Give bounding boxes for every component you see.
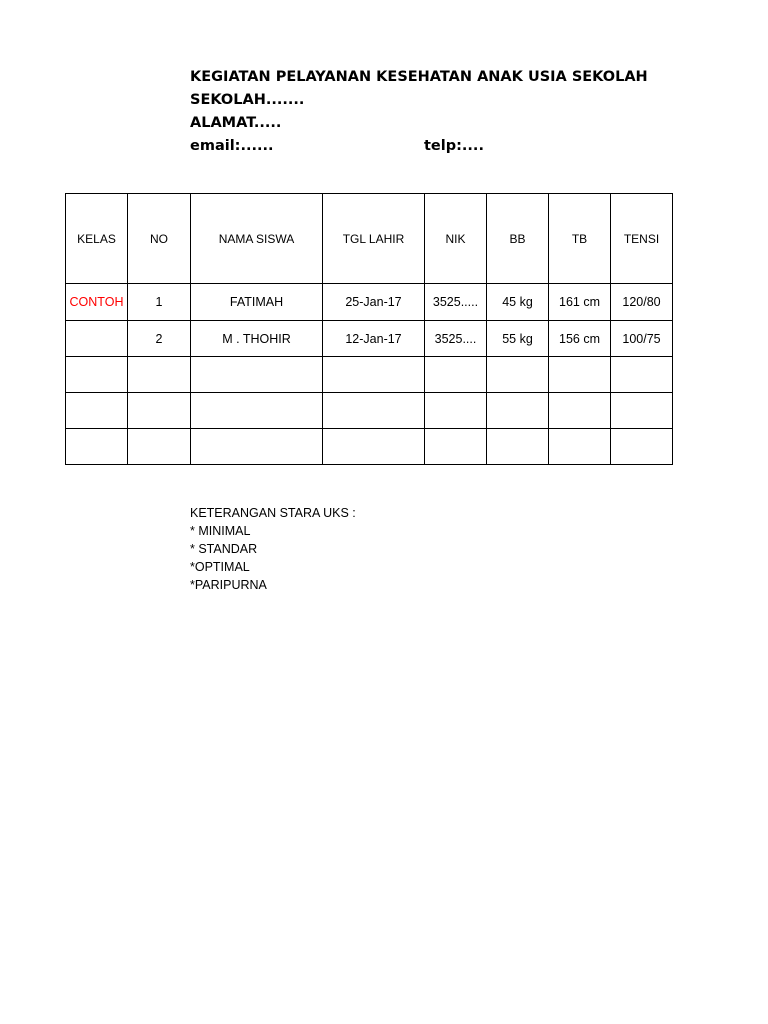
empty-cell bbox=[323, 429, 425, 465]
empty-cell bbox=[549, 357, 611, 393]
contact-line bbox=[190, 135, 710, 158]
nama-siswa-cell: FATIMAH bbox=[191, 284, 323, 321]
empty-cell bbox=[66, 429, 128, 465]
empty-cell bbox=[191, 357, 323, 393]
table-row bbox=[66, 284, 673, 321]
document-header bbox=[190, 66, 710, 158]
tgl-lahir-cell: 12-Jan-17 bbox=[323, 321, 425, 357]
notes-item: *OPTIMAL bbox=[190, 560, 250, 574]
kelas-cell bbox=[66, 321, 128, 357]
uks-notes bbox=[190, 504, 356, 594]
nama-siswa-cell: M . THOHIR bbox=[191, 321, 323, 357]
student-health-table bbox=[65, 193, 673, 465]
bb-cell: 55 kg bbox=[487, 321, 549, 357]
empty-cell bbox=[66, 393, 128, 429]
phone-field: telp:.... bbox=[424, 138, 484, 154]
bb-cell: 45 kg bbox=[487, 284, 549, 321]
empty-cell bbox=[323, 393, 425, 429]
empty-cell bbox=[191, 393, 323, 429]
no-cell: 1 bbox=[128, 284, 191, 321]
empty-cell bbox=[611, 429, 673, 465]
empty-cell bbox=[66, 357, 128, 393]
school-name-field: SEKOLAH....... bbox=[190, 92, 305, 108]
column-header-tgl-lahir: TGL LAHIR bbox=[323, 194, 425, 284]
column-header-bb: BB bbox=[487, 194, 549, 284]
empty-cell bbox=[191, 429, 323, 465]
empty-table-row bbox=[66, 357, 673, 393]
no-cell: 2 bbox=[128, 321, 191, 357]
table-row bbox=[66, 321, 673, 357]
column-header-no: NO bbox=[128, 194, 191, 284]
empty-cell bbox=[487, 429, 549, 465]
empty-cell bbox=[611, 357, 673, 393]
empty-table-row bbox=[66, 429, 673, 465]
empty-cell bbox=[487, 357, 549, 393]
email-field: email:...... bbox=[190, 138, 274, 154]
tgl-lahir-cell: 25-Jan-17 bbox=[323, 284, 425, 321]
tb-cell: 161 cm bbox=[549, 284, 611, 321]
empty-cell bbox=[425, 357, 487, 393]
tensi-cell: 100/75 bbox=[611, 321, 673, 357]
nik-cell: 3525.... bbox=[425, 321, 487, 357]
empty-cell bbox=[425, 429, 487, 465]
column-header-nama-siswa: NAMA SISWA bbox=[191, 194, 323, 284]
notes-title: KETERANGAN STARA UKS : bbox=[190, 506, 356, 520]
empty-cell bbox=[128, 429, 191, 465]
document-title: KEGIATAN PELAYANAN KESEHATAN ANAK USIA SEKOLAH bbox=[190, 69, 648, 85]
empty-cell bbox=[549, 429, 611, 465]
empty-cell bbox=[425, 393, 487, 429]
tb-cell: 156 cm bbox=[549, 321, 611, 357]
tensi-cell: 120/80 bbox=[611, 284, 673, 321]
column-header-kelas: KELAS bbox=[66, 194, 128, 284]
address-field: ALAMAT..... bbox=[190, 115, 282, 131]
empty-cell bbox=[128, 393, 191, 429]
table-header-row bbox=[66, 194, 673, 284]
column-header-tb: TB bbox=[549, 194, 611, 284]
notes-item: * STANDAR bbox=[190, 542, 258, 556]
nik-cell: 3525..... bbox=[425, 284, 487, 321]
empty-table-row bbox=[66, 393, 673, 429]
empty-cell bbox=[487, 393, 549, 429]
empty-cell bbox=[128, 357, 191, 393]
empty-cell bbox=[323, 357, 425, 393]
empty-cell bbox=[549, 393, 611, 429]
notes-item: * MINIMAL bbox=[190, 524, 251, 538]
column-header-tensi: TENSI bbox=[611, 194, 673, 284]
empty-cell bbox=[611, 393, 673, 429]
column-header-nik: NIK bbox=[425, 194, 487, 284]
kelas-cell: CONTOH bbox=[66, 284, 128, 321]
notes-item: *PARIPURNA bbox=[190, 578, 267, 592]
